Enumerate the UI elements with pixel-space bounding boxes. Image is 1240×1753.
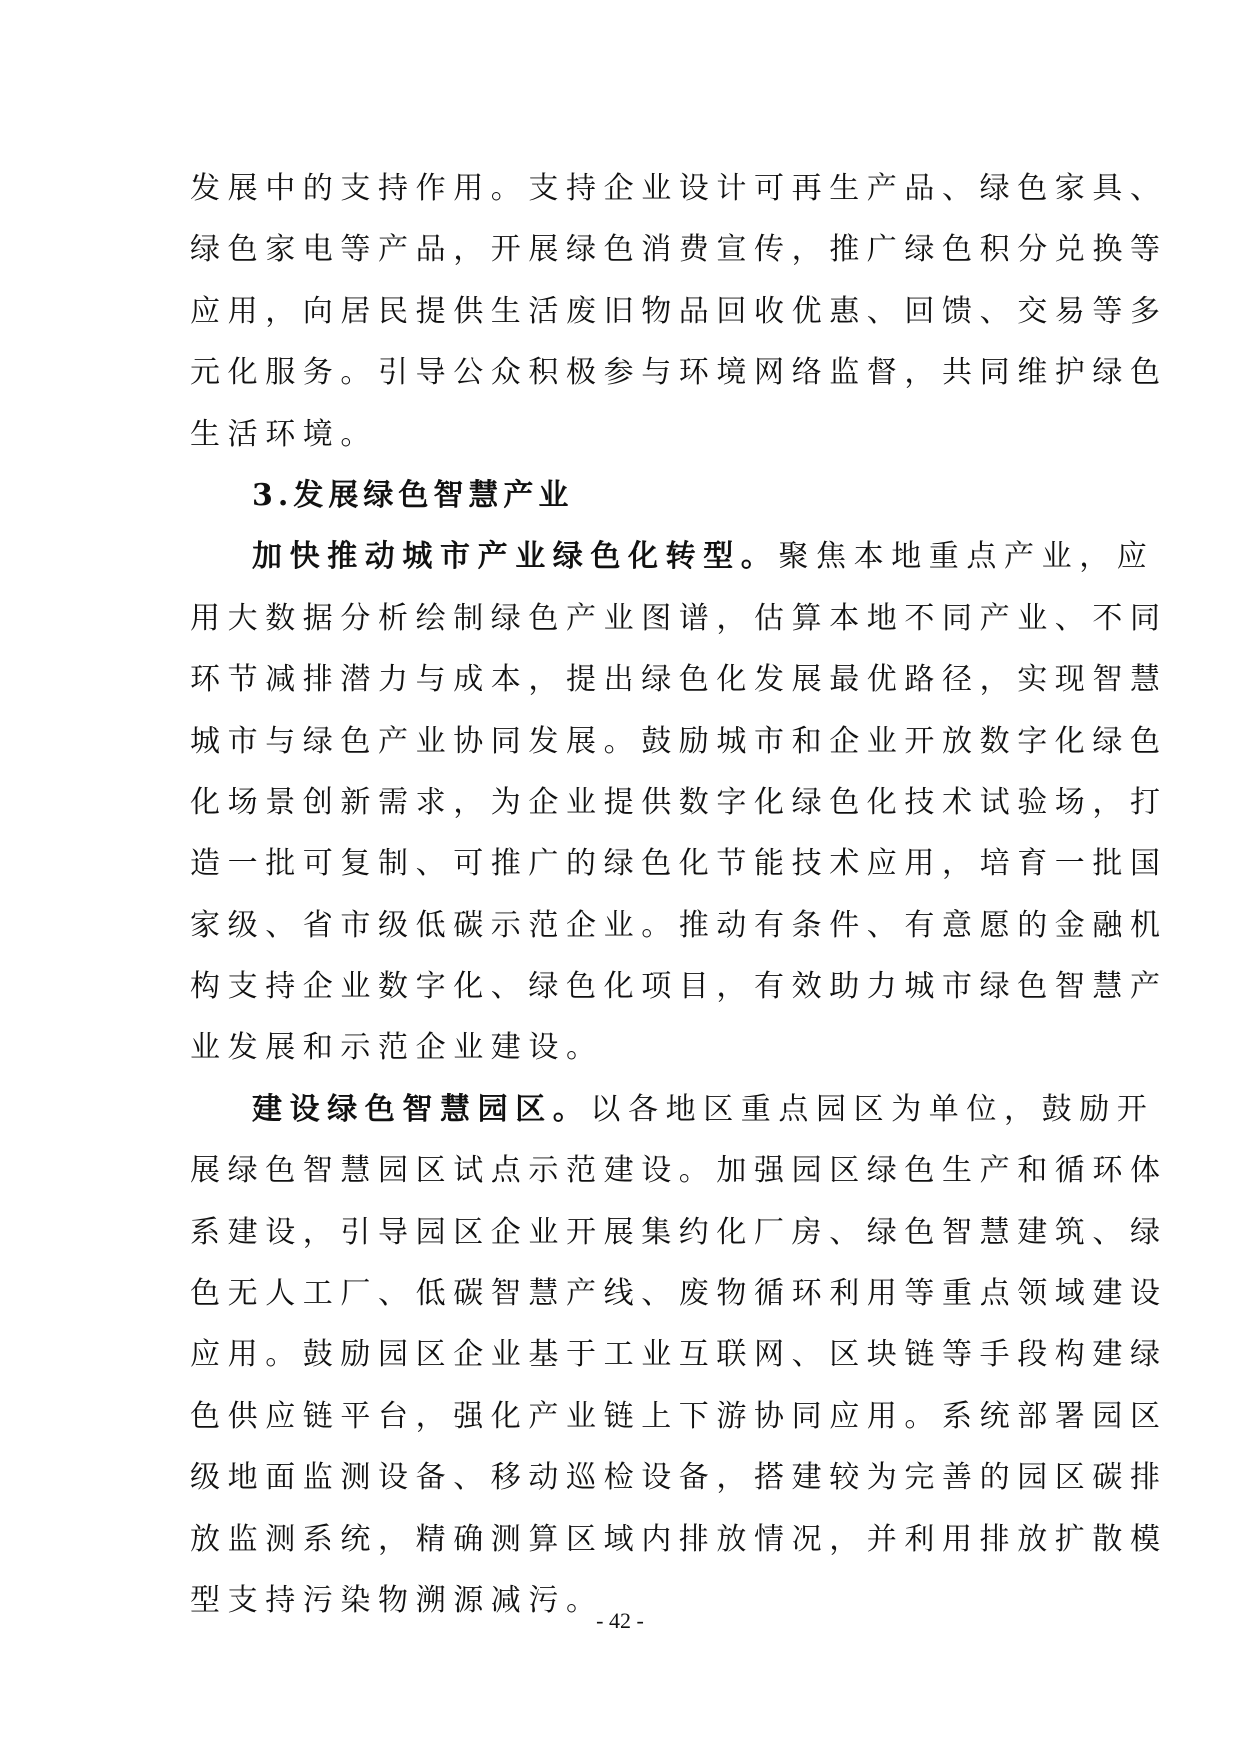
text-line: 应用，向居民提供生活废旧物品回收优惠、回馈、交易等多 bbox=[190, 293, 1168, 329]
text-line: 元化服务。引导公众积极参与环境网络监督，共同维护绿色 bbox=[190, 355, 1168, 391]
paragraph-first-line bbox=[190, 1079, 1155, 1140]
body-text bbox=[190, 158, 1168, 1631]
text-line: 展绿色智慧园区试点示范建设。加强园区绿色生产和循环体 bbox=[190, 1153, 1168, 1189]
text-line: 用大数据分析绘制绿色产业图谱，估算本地不同产业、不同 bbox=[190, 600, 1168, 636]
paragraph-lead-title: 建设绿色智慧园区。 bbox=[252, 1091, 591, 1127]
text-line: 绿色家电等产品，开展绿色消费宣传，推广绿色积分兑换等 bbox=[190, 232, 1168, 268]
paragraph-lead-text: 聚焦本地重点产业，应 bbox=[778, 539, 1155, 575]
text-line: 发展中的支持作用。支持企业设计可再生产品、绿色家具、 bbox=[190, 171, 1168, 206]
text-line: 造一批可复制、可推广的绿色化节能技术应用，培育一批国 bbox=[190, 846, 1168, 882]
text-line: 构支持企业数字化、绿色化项目，有效助力城市绿色智慧产 bbox=[190, 969, 1168, 1005]
text-line: 色无人工厂、低碳智慧产线、废物循环利用等重点领域建设 bbox=[190, 1276, 1168, 1312]
text-line: 城市与绿色产业协同发展。鼓励城市和企业开放数字化绿色 bbox=[190, 723, 1168, 759]
text-line: 化场景创新需求，为企业提供数字化绿色化技术试验场，打 bbox=[190, 784, 1168, 820]
text-line: 业发展和示范企业建设。 bbox=[190, 1030, 604, 1066]
text-line: 家级、省市级低碳示范企业。推动有条件、有意愿的金融机 bbox=[190, 907, 1168, 943]
text-line: 型支持污染物溯源减污。 bbox=[190, 1582, 604, 1618]
text-line: 应用。鼓励园区企业基于工业互联网、区块链等手段构建绿 bbox=[190, 1337, 1168, 1373]
text-line: 系建设，引导园区企业开展集约化厂房、绿色智慧建筑、绿 bbox=[190, 1214, 1168, 1250]
paragraph-first-line bbox=[190, 526, 1155, 587]
paragraph-lead-title: 加快推动城市产业绿色化转型。 bbox=[252, 539, 779, 575]
text-line: 色供应链平台，强化产业链上下游协同应用。系统部署园区 bbox=[190, 1398, 1168, 1434]
paragraph-industry-transformation bbox=[190, 526, 1168, 1079]
page-number: - 42 - bbox=[596, 1608, 644, 1633]
text-line: 生活环境。 bbox=[190, 416, 378, 452]
paragraph-lead-text: 以各地区重点园区为单位，鼓励开 bbox=[590, 1091, 1155, 1127]
text-line: 放监测系统，精确测算区域内排放情况，并利用排放扩散模 bbox=[190, 1521, 1168, 1557]
paragraph-smart-park bbox=[190, 1079, 1168, 1632]
text-line: 环节减排潜力与成本，提出绿色化发展最优路径，实现智慧 bbox=[190, 662, 1168, 698]
section-heading: 3.发展绿色智慧产业 bbox=[252, 477, 574, 513]
text-line: 级地面监测设备、移动巡检设备，搭建较为完善的园区碳排 bbox=[190, 1460, 1168, 1496]
